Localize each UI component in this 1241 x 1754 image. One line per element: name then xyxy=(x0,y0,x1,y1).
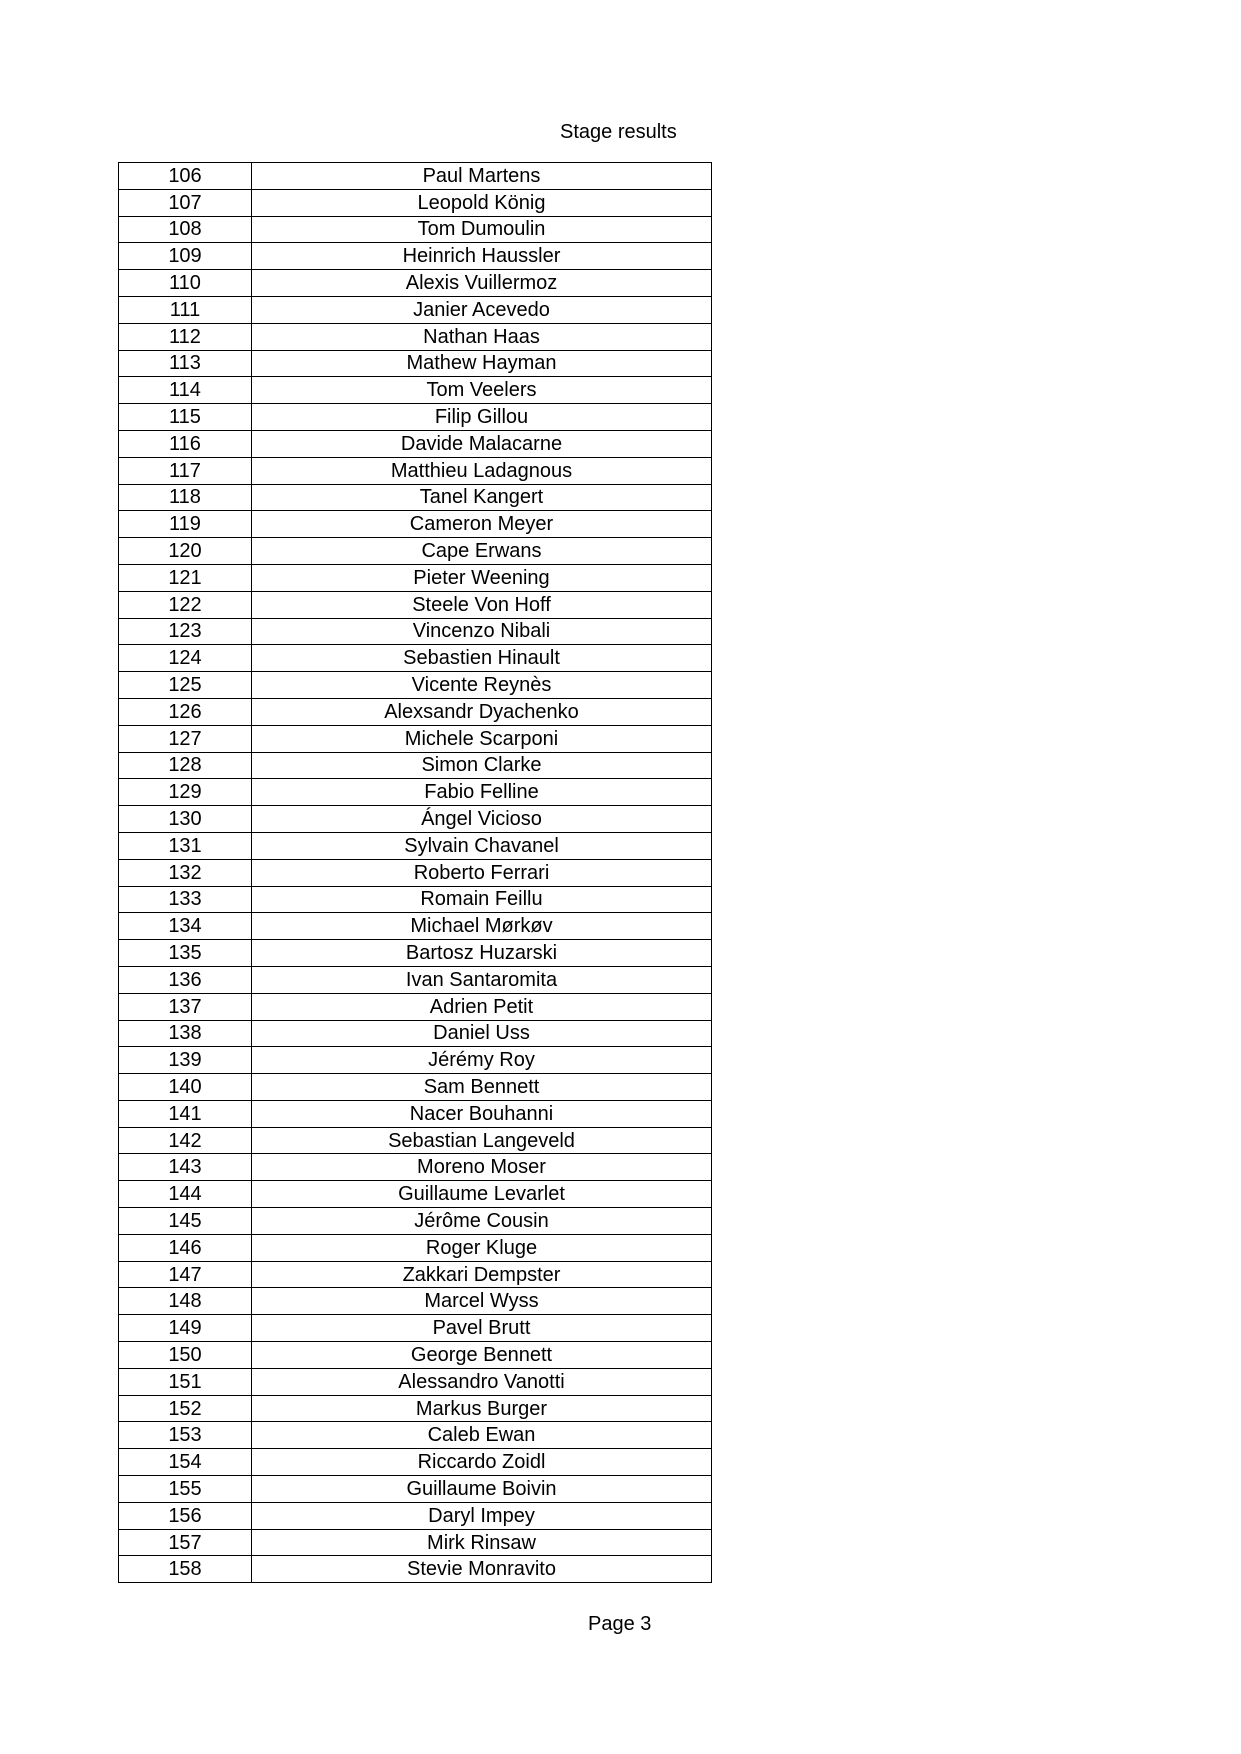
position-cell: 117 xyxy=(119,457,252,484)
position-cell: 130 xyxy=(119,806,252,833)
rider-name-cell: Heinrich Haussler xyxy=(252,243,712,270)
table-row xyxy=(119,457,712,484)
position-cell: 131 xyxy=(119,832,252,859)
table-row xyxy=(119,618,712,645)
table-row xyxy=(119,1529,712,1556)
rider-name-cell: Mathew Hayman xyxy=(252,350,712,377)
table-row xyxy=(119,350,712,377)
table-row xyxy=(119,1556,712,1583)
table-row xyxy=(119,806,712,833)
table-row xyxy=(119,1395,712,1422)
rider-name-cell: Pavel Brutt xyxy=(252,1315,712,1342)
rider-name-cell: Marcel Wyss xyxy=(252,1288,712,1315)
rider-name-cell: Sam Bennett xyxy=(252,1074,712,1101)
rider-name-cell: Daniel Uss xyxy=(252,1020,712,1047)
position-cell: 118 xyxy=(119,484,252,511)
rider-name-cell: Guillaume Boivin xyxy=(252,1476,712,1503)
table-row xyxy=(119,430,712,457)
position-cell: 134 xyxy=(119,913,252,940)
table-row xyxy=(119,1502,712,1529)
page-number: Page 3 xyxy=(588,1613,652,1635)
table-row xyxy=(119,645,712,672)
table-row xyxy=(119,216,712,243)
position-cell: 146 xyxy=(119,1234,252,1261)
position-cell: 133 xyxy=(119,886,252,913)
table-row xyxy=(119,538,712,565)
rider-name-cell: Alessandro Vanotti xyxy=(252,1368,712,1395)
table-row xyxy=(119,1422,712,1449)
results-table-body xyxy=(119,163,712,1583)
rider-name-cell: Steele Von Hoff xyxy=(252,591,712,618)
position-cell: 136 xyxy=(119,966,252,993)
table-row xyxy=(119,1100,712,1127)
rider-name-cell: Cameron Meyer xyxy=(252,511,712,538)
table-row xyxy=(119,1208,712,1235)
table-row xyxy=(119,511,712,538)
table-row xyxy=(119,1020,712,1047)
position-cell: 152 xyxy=(119,1395,252,1422)
position-cell: 115 xyxy=(119,404,252,431)
position-cell: 123 xyxy=(119,618,252,645)
rider-name-cell: Daryl Impey xyxy=(252,1502,712,1529)
rider-name-cell: Caleb Ewan xyxy=(252,1422,712,1449)
position-cell: 158 xyxy=(119,1556,252,1583)
table-row xyxy=(119,404,712,431)
position-cell: 154 xyxy=(119,1449,252,1476)
rider-name-cell: Mirk Rinsaw xyxy=(252,1529,712,1556)
results-table xyxy=(118,162,712,1583)
position-cell: 116 xyxy=(119,430,252,457)
rider-name-cell: Tanel Kangert xyxy=(252,484,712,511)
rider-name-cell: Fabio Felline xyxy=(252,779,712,806)
rider-name-cell: Nathan Haas xyxy=(252,323,712,350)
rider-name-cell: Roberto Ferrari xyxy=(252,859,712,886)
table-row xyxy=(119,1368,712,1395)
rider-name-cell: Michele Scarponi xyxy=(252,725,712,752)
rider-name-cell: Riccardo Zoidl xyxy=(252,1449,712,1476)
table-row xyxy=(119,940,712,967)
rider-name-cell: Guillaume Levarlet xyxy=(252,1181,712,1208)
position-cell: 139 xyxy=(119,1047,252,1074)
position-cell: 132 xyxy=(119,859,252,886)
position-cell: 150 xyxy=(119,1342,252,1369)
rider-name-cell: Romain Feillu xyxy=(252,886,712,913)
rider-name-cell: Adrien Petit xyxy=(252,993,712,1020)
rider-name-cell: Michael Mørkøv xyxy=(252,913,712,940)
position-cell: 109 xyxy=(119,243,252,270)
table-row xyxy=(119,886,712,913)
table-row xyxy=(119,1234,712,1261)
table-row xyxy=(119,1181,712,1208)
table-row xyxy=(119,725,712,752)
rider-name-cell: George Bennett xyxy=(252,1342,712,1369)
position-cell: 127 xyxy=(119,725,252,752)
position-cell: 135 xyxy=(119,940,252,967)
rider-name-cell: Leopold König xyxy=(252,189,712,216)
table-row xyxy=(119,832,712,859)
rider-name-cell: Tom Dumoulin xyxy=(252,216,712,243)
table-row xyxy=(119,913,712,940)
position-cell: 126 xyxy=(119,698,252,725)
position-cell: 157 xyxy=(119,1529,252,1556)
table-row xyxy=(119,1315,712,1342)
rider-name-cell: Alexsandr Dyachenko xyxy=(252,698,712,725)
position-cell: 106 xyxy=(119,163,252,190)
rider-name-cell: Roger Kluge xyxy=(252,1234,712,1261)
table-row xyxy=(119,752,712,779)
position-cell: 128 xyxy=(119,752,252,779)
position-cell: 112 xyxy=(119,323,252,350)
table-row xyxy=(119,189,712,216)
rider-name-cell: Vincenzo Nibali xyxy=(252,618,712,645)
rider-name-cell: Tom Veelers xyxy=(252,377,712,404)
table-row xyxy=(119,1449,712,1476)
position-cell: 141 xyxy=(119,1100,252,1127)
position-cell: 107 xyxy=(119,189,252,216)
page-title: Stage results xyxy=(560,121,677,143)
rider-name-cell: Sebastien Hinault xyxy=(252,645,712,672)
table-row xyxy=(119,859,712,886)
rider-name-cell: Alexis Vuillermoz xyxy=(252,270,712,297)
position-cell: 114 xyxy=(119,377,252,404)
position-cell: 120 xyxy=(119,538,252,565)
rider-name-cell: Sylvain Chavanel xyxy=(252,832,712,859)
table-row xyxy=(119,1154,712,1181)
table-row xyxy=(119,1127,712,1154)
table-row xyxy=(119,993,712,1020)
position-cell: 124 xyxy=(119,645,252,672)
rider-name-cell: Pieter Weening xyxy=(252,564,712,591)
rider-name-cell: Vicente Reynès xyxy=(252,672,712,699)
position-cell: 138 xyxy=(119,1020,252,1047)
position-cell: 111 xyxy=(119,296,252,323)
position-cell: 113 xyxy=(119,350,252,377)
table-row xyxy=(119,243,712,270)
rider-name-cell: Stevie Monravito xyxy=(252,1556,712,1583)
table-row xyxy=(119,591,712,618)
rider-name-cell: Cape Erwans xyxy=(252,538,712,565)
position-cell: 151 xyxy=(119,1368,252,1395)
table-row xyxy=(119,1047,712,1074)
table-row xyxy=(119,1074,712,1101)
table-row xyxy=(119,270,712,297)
table-row xyxy=(119,1261,712,1288)
rider-name-cell: Ivan Santaromita xyxy=(252,966,712,993)
position-cell: 155 xyxy=(119,1476,252,1503)
table-row xyxy=(119,779,712,806)
position-cell: 140 xyxy=(119,1074,252,1101)
position-cell: 125 xyxy=(119,672,252,699)
position-cell: 145 xyxy=(119,1208,252,1235)
table-row xyxy=(119,1288,712,1315)
position-cell: 143 xyxy=(119,1154,252,1181)
table-row xyxy=(119,484,712,511)
rider-name-cell: Zakkari Dempster xyxy=(252,1261,712,1288)
position-cell: 108 xyxy=(119,216,252,243)
position-cell: 147 xyxy=(119,1261,252,1288)
table-row xyxy=(119,1342,712,1369)
position-cell: 122 xyxy=(119,591,252,618)
table-row xyxy=(119,163,712,190)
rider-name-cell: Sebastian Langeveld xyxy=(252,1127,712,1154)
rider-name-cell: Simon Clarke xyxy=(252,752,712,779)
position-cell: 153 xyxy=(119,1422,252,1449)
table-row xyxy=(119,564,712,591)
position-cell: 156 xyxy=(119,1502,252,1529)
table-row xyxy=(119,1476,712,1503)
rider-name-cell: Markus Burger xyxy=(252,1395,712,1422)
position-cell: 129 xyxy=(119,779,252,806)
rider-name-cell: Paul Martens xyxy=(252,163,712,190)
position-cell: 121 xyxy=(119,564,252,591)
table-row xyxy=(119,966,712,993)
position-cell: 148 xyxy=(119,1288,252,1315)
rider-name-cell: Janier Acevedo xyxy=(252,296,712,323)
position-cell: 137 xyxy=(119,993,252,1020)
rider-name-cell: Jérémy Roy xyxy=(252,1047,712,1074)
position-cell: 144 xyxy=(119,1181,252,1208)
position-cell: 110 xyxy=(119,270,252,297)
rider-name-cell: Moreno Moser xyxy=(252,1154,712,1181)
position-cell: 149 xyxy=(119,1315,252,1342)
rider-name-cell: Davide Malacarne xyxy=(252,430,712,457)
rider-name-cell: Matthieu Ladagnous xyxy=(252,457,712,484)
rider-name-cell: Ángel Vicioso xyxy=(252,806,712,833)
table-row xyxy=(119,377,712,404)
position-cell: 119 xyxy=(119,511,252,538)
rider-name-cell: Jérôme Cousin xyxy=(252,1208,712,1235)
position-cell: 142 xyxy=(119,1127,252,1154)
rider-name-cell: Nacer Bouhanni xyxy=(252,1100,712,1127)
rider-name-cell: Filip Gillou xyxy=(252,404,712,431)
table-row xyxy=(119,323,712,350)
table-row xyxy=(119,672,712,699)
rider-name-cell: Bartosz Huzarski xyxy=(252,940,712,967)
table-row xyxy=(119,296,712,323)
table-row xyxy=(119,698,712,725)
